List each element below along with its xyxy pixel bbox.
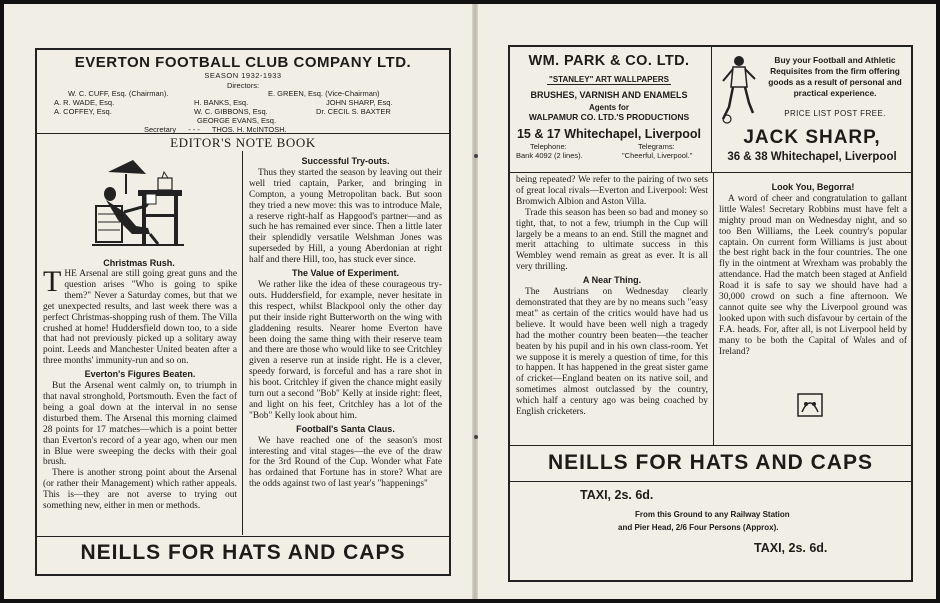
subheading: Football's Santa Claus. [296, 423, 395, 434]
footer-divider [35, 536, 451, 537]
director: JOHN SHARP, Esq. [326, 97, 393, 107]
neills-ad: NEILLS FOR HATS AND CAPS [547, 451, 873, 474]
directors-label: Directors: [226, 81, 260, 90]
illustration-caption: Christmas Rush. [103, 258, 175, 268]
telegrams-label: Telegrams: [638, 142, 675, 151]
wm-park-contacts [510, 142, 708, 162]
column-divider [713, 172, 714, 445]
director: A. COFFEY, Esq. [54, 106, 112, 116]
left-column-1 [43, 265, 237, 512]
wm-park-brushes: BRUSHES, VARNISH AND ENAMELS [530, 90, 688, 100]
wm-park-agents: Agents for [589, 103, 629, 112]
subheading: A Near Thing. [582, 275, 642, 286]
page-gutter [472, 4, 478, 599]
paragraph: Trade this season has been so bad and money so tight, that, to not a few, triumph in the Cup will largely be a means to an end. Still the magnet and merit attaching to ultimate success in this Wembley wend remain as great as ever. It is all very thrilling. [516, 207, 708, 273]
director: A. R. WADE, Esq. [54, 97, 115, 107]
neills-top-divider [508, 445, 913, 446]
staple-hole [474, 435, 478, 439]
header-divider [35, 133, 451, 134]
ads-bottom-divider [508, 172, 913, 173]
column-divider [242, 151, 243, 535]
ad-divider [711, 47, 712, 172]
paragraph: We have reached one of the season's most interesting and vital stages—the eve of the draw for the 3rd Round of the Cup. Wonder what Fate has ordained that Fortune has in store? What are the odds against two of last year's "happenings" [249, 435, 442, 490]
wm-park-name: WM. PARK & CO. LTD. [528, 53, 690, 69]
paragraph: HE Arsenal are still going great guns and the question arises "Who is going to spike them?" Never a Saturday comes, but that we get unexpected results, and last week there was a perfect Christmas-shopping rush of them. The Villa crushed at home! Huddersfield down too, to a side that had not previously picked up a solitary away point. Leeds and Manchester United beaten after a three months' immunity-run and so on. [43, 269, 237, 367]
programme-spread [4, 4, 936, 599]
right-column-2 [719, 180, 907, 358]
paragraph: But the Arsenal went calmly on, to triumph in that naval stronghold, Portsmouth. Even the fact of being a goal down at the interval in no sense disturbed them. The Arsenal this morning claimed 28 points for 17 matches—which is a point better than Everton's record of a year ago, when our men in Blue were sweeping the decks with their goal brush. [43, 381, 237, 468]
jack-sharp-address: 36 & 38 Whitechapel, Liverpool [727, 151, 897, 163]
subheading: The Value of Experiment. [291, 268, 400, 279]
director: Dr. CECIL S. BAXTER [316, 106, 391, 116]
director: GEORGE EVANS, Esq. [197, 115, 277, 125]
directors-col2 [194, 99, 276, 125]
subheading: Look You, Begorra! [771, 182, 855, 192]
season-label: SEASON 1932-1933 [204, 71, 282, 80]
director: W. C. GIBBONS, Esq. [194, 106, 268, 116]
secretary-label: Secretary [144, 125, 177, 134]
right-column-1 [516, 175, 708, 418]
price-list-note: PRICE LIST POST FREE. [784, 109, 886, 118]
taxi-price-bottom: TAXI, 2s. 6d. [754, 541, 828, 555]
telegrams-value: "Cheerful, Liverpool." [622, 151, 693, 160]
paragraph: Thus they started the season by leaving out their well tried captain, Parker, and bringing in Compton, a young Metropolitan back. But soon they tried a new move: this was to introduce Male, a reserve right-half as Hapgood's partner—and as such he has remained ever since. Then a little later their splendidly versatile Welshman Jones was superseded by Hill, a young Aberdonian at right half and there Hill, too, has stuck ever since. [249, 167, 442, 266]
wm-park-wallpapers: "STANLEY" ART WALLPAPERS [549, 75, 669, 84]
paragraph: being repeated? We refer to the pairing of two sets of great local rivals—Everton and Liverpool: West Bromwich Albion and Aston Villa. [516, 175, 708, 207]
club-title: EVERTON FOOTBALL CLUB COMPANY LTD. [74, 54, 412, 71]
secretary-dots: - - - [188, 125, 200, 134]
taxi-line-1: From this Ground to any Railway Station [635, 510, 790, 519]
christmas-rush-illustration [88, 154, 188, 250]
left-column-2 [249, 154, 442, 490]
wm-park-ad [510, 47, 708, 170]
jack-sharp-ad [713, 47, 911, 170]
paragraph: There is another strong point about the Arsenal (or rather their Management) which rather appeals. This is—they are not averse to trying out something new, either in men or methods. [43, 468, 237, 512]
taxi-line-2: and Pier Head, 2/6 Four Persons (Approx). [618, 523, 779, 532]
footballer-icon [717, 53, 761, 125]
director: W. C. CUFF, Esq. (Chairman). [68, 89, 169, 98]
wm-park-walpamur: WALPAMUR CO. LTD.'S PRODUCTIONS [528, 112, 690, 122]
staple-hole [474, 154, 478, 158]
telephone-value: Bank 4092 (2 lines). [516, 151, 583, 160]
subheading: Everton's Figures Beaten. [84, 369, 196, 380]
neills-bottom-divider [508, 481, 913, 482]
directors-col3 [268, 90, 393, 116]
neills-footer-ad: NEILLS FOR HATS AND CAPS [80, 541, 406, 564]
director: E. GREEN, Esq. (Vice-Chairman) [268, 89, 380, 98]
directors-col1 [54, 90, 168, 116]
paragraph: A word of cheer and congratulation to gallant little Wales! Secretary Robbins must have felt a mighty proud man on Wednesday night, and so too Ben Williams, the Leek country's popular captain. On current form Williams is just about the best right back in the four countries. The one fly in the ointment at Wrexham was probably the attendance. Had the match been staged at Anfield Road it is safe to say we should have had a 30,000 crowd on such a fine afternoon. We cannot quite see why the Liverpool ground was looked upon with such disfavour by certain of the F.A. heads. For, after all, is not Liverpool held by many to be both the Capital of Wales and of Ireland? [719, 193, 907, 357]
ornament-icon [796, 392, 824, 418]
jack-sharp-ad-text: Buy your Football and Athletic Requisites from the firm offering goods as a result of personal and practical experience. [768, 55, 902, 98]
man-reading-icon [88, 154, 188, 250]
paragraph: We rather like the idea of these courageous try-outs. Huddersfield, for example, never hesitate in this respect, whilst Blackpool only the other day put their inside right Butterworth on the wing with gladdening results. Nearer home Everton have been doing the same thing with their reserve team and there are those who would like to see Critchley given a reserve run at inside right. He is a clever, speedy forward, is forceful and has a rare shot in his boot. Critchley if given the chance might easily turn out a second "Bob" Kelly at inside right: fleet, and light on his feet, Critchley has a lot of the "Bob" Kelly look about him. [249, 279, 442, 421]
wm-park-address: 15 & 17 Whitechapel, Liverpool [516, 127, 702, 141]
subheading: Successful Try-outs. [301, 156, 390, 166]
drop-cap: T [43, 265, 62, 298]
paragraph: The Austrians on Wednesday clearly demonstrated that they are by no means such "easy meat" as certain of the critics would have had us believe. It would have been well nigh a tragedy had the mother country been beaten—the teacher beaten by his pupil and in his own class-room. Yet we suppose it is merely a question of time, for this to happen. It has happened in the great sister game of cricket—England beaten on its native soil, and sometimes almost outclassed by the country, which half a century ago was being coached by English cricketers. [516, 287, 708, 418]
director: H. BANKS, Esq. [194, 98, 249, 107]
taxi-price-top: TAXI, 2s. 6d. [580, 488, 654, 502]
jack-sharp-name: JACK SHARP, [743, 127, 881, 148]
telephone-label: Telephone: [530, 142, 567, 151]
editors-note-book-title: EDITOR'S NOTE BOOK [170, 135, 316, 150]
secretary-name: THOS. H. McINTOSH. [211, 125, 287, 134]
